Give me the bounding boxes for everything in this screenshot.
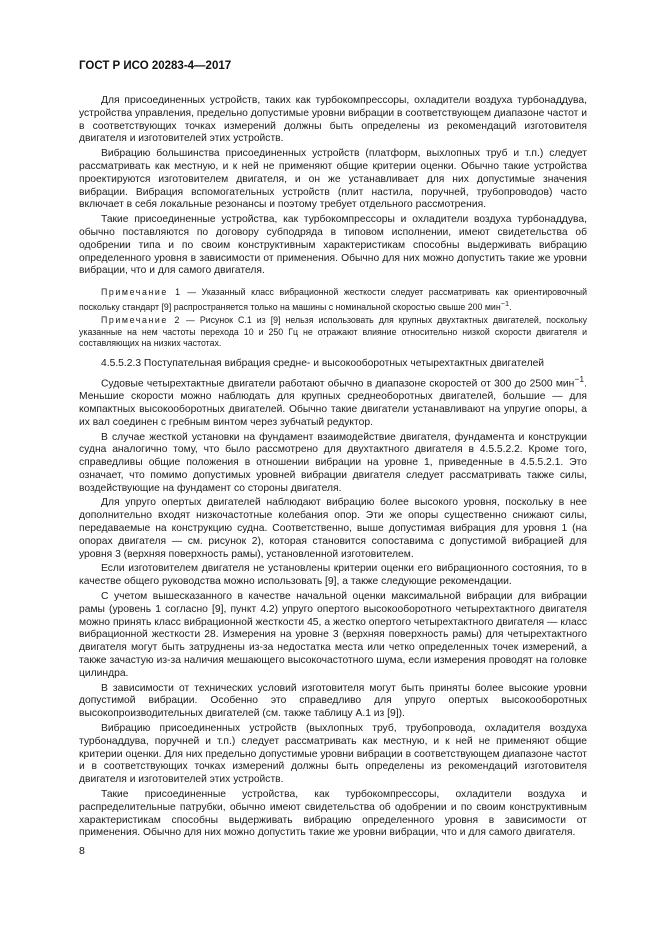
note-1 [79, 287, 587, 313]
paragraph: В случае жесткой установки на фундамент взаимодействие двигателя, фундамента и конструкции судна аналогично тому, что было рассмотрено для двухтактного двигателя в 4.5.5.2.2. Кроме того, справедливы общие положения в отношении вибрации на уровне 1, приведенные в 4.5.5.2.1. Это означает, что помимо допустимых уровней вибрации двигателя следует рассматривать также силы, воздействующие на фундамент со стороны двигателя. [79, 431, 587, 494]
paragraph: Такие присоединенные устройства, как турбокомпрессоры и охладители воздуха турбонаддува, обычно поставляются по договору субподряда в типовом исполнении, имеют свидетельства об одобрении типа и по своим конструктивным характеристикам способны выдерживать вибрацию определенного уровня в зависимости от применения. Обычно для них можно допустить такие же уровни вибрации, что и для самого двигателя. [79, 214, 587, 277]
paragraph: Вибрацию присоединенных устройств (выхлопных труб, трубопровода, охладителя воздуха турбонаддува, поручней и т.п.) следует рассматривать как местную, и к ней не применяют общие критерии оценки. Для них предельно допустимые уровни вибрации в соответствующем диапазоне частот и в соответствующих точках измерений должны быть определены из рекомендаций изготовителя двигателя и изготовителей этих устройств. [79, 723, 587, 786]
paragraph: Такие присоединенные устройства, как турбокомпрессоры, охладители воздуха и распределительные патрубки, обычно имеют свидетельства об одобрении и по своим конструктивным характеристикам способны выдерживать вибрацию определенного уровня в зависимости от применения. Обычно для них можно допустить такие же уровни вибрации, что и для самого двигателя. [79, 789, 587, 839]
document-body [79, 95, 587, 842]
paragraph: В зависимости от технических условий изготовителя могут быть приняты более высокие уровни допустимой вибрации. Особенно это справедливо для упруго опертых высокооборотных высокопроизводительных двигателей (см. также таблицу А.1 из [9]). [79, 682, 587, 720]
paragraph: Для упруго опертых двигателей наблюдают вибрацию более высокого уровня, поскольку в нее дополнительно входят низкочастотные колебания опор. Эти же опоры существенно снижают силы, передаваемые на конструкцию судна. Соответственно, выше допустимая вибрация для уровня 1 (на опорах двигателя — см. рисунок 2), которая становится сопоставима с допустимой вибрацией для уровня 3 (верхняя поверхность рамы), установленной изготовителем. [79, 497, 587, 560]
paragraph-part: Судовые четырехтактные двигатели работают обычно в диапазоне скоростей от 300 до 2500 мин [101, 378, 575, 390]
note-2 [79, 315, 587, 349]
paragraph: С учетом вышесказанного в качестве начальной оценки максимальной вибрации для вибрации рамы (уровень 1 согласно [9], пункт 4.2) упруго опертого высокооборотного четырехтактного двигателя можно принять класс вибрационной жесткости 45, а жестко опертого четырехтактного двигателя — класс вибрационной жесткости 28. Измерения на уровне 3 (верхняя поверхность рамы) для четырехтактного двигателя могут быть затруднены из-за недостатка места или четко определенных точек измерений, а также зачастую из-за наличия мешающего высокочастотного шума, если измерения проводят на головке цилиндра. [79, 591, 587, 679]
note-1-superscript: −1 [500, 299, 510, 309]
page-number: 8 [79, 845, 85, 857]
note-2-label: Примечание 2 [101, 315, 182, 326]
paragraph-superscript: −1 [574, 373, 585, 384]
section-heading: 4.5.5.2.3 Поступательная вибрация средне- и высокооборотных четырехтактных двигателей [101, 358, 545, 370]
paragraph: Если изготовителем двигателя не установлены критерии оценки его вибрационного состояния, то в качестве общего руководства можно использовать [9], а также следующие рекомендации. [79, 563, 587, 588]
paragraph [79, 373, 587, 430]
note-1-label: Примечание 1 [101, 287, 182, 298]
note-2-text: — Рисунок С.1 из [9] нельзя использовать для крупных двухтактных двигателей, поскольку указанные на нем частоты перехода 10 и 250 Гц не отражают влияние относительно низкой скорости двигателя и составляющих на низких частотах. [79, 315, 587, 348]
paragraph: Вибрацию большинства присоединенных устройств (платформ, выхлопных труб и т.п.) следует рассматривать как местную, и к ней не применяют общие критерии оценки. Обычно такие устройства проектируются изготовителем двигателя, и он же устанавливает для них допустимые значения вибрации. Вибрация вспомогательных устройств (плит настила, поручней, трубопроводов) часто включает в себя локальные резонансы и поэтому требует отдельного рассмотрения. [79, 148, 587, 211]
paragraph-part: . Меньшие скорости можно наблюдать для крупных среднеоборотных двигателей, большие — для компактных высокооборотных двигателей. Обычно такие двигатели устанавливают на упругие опоры, а их вал соединен с гребным винтом через зубчатый редуктор. [79, 378, 587, 428]
document-header: ГОСТ Р ИСО 20283-4—2017 [79, 60, 232, 72]
note-1-text: — Указанный класс вибрационной жесткости следует рассматривать как ориентировочный поскольку стандарт [9] распространяется только на машины с номинальной скоростью свыше 200 мин [79, 287, 587, 313]
paragraph: Для присоединенных устройств, таких как турбокомпрессоры, охладители воздуха турбонаддува, устройства управления, предельно допустимые уровни вибрации в соответствующем диапазоне частот и в соответствующих точках измерений должны быть определены из рекомендаций изготовителя двигателя и изготовителей этих устройств. [79, 95, 587, 145]
note-1-end: . [509, 302, 512, 313]
